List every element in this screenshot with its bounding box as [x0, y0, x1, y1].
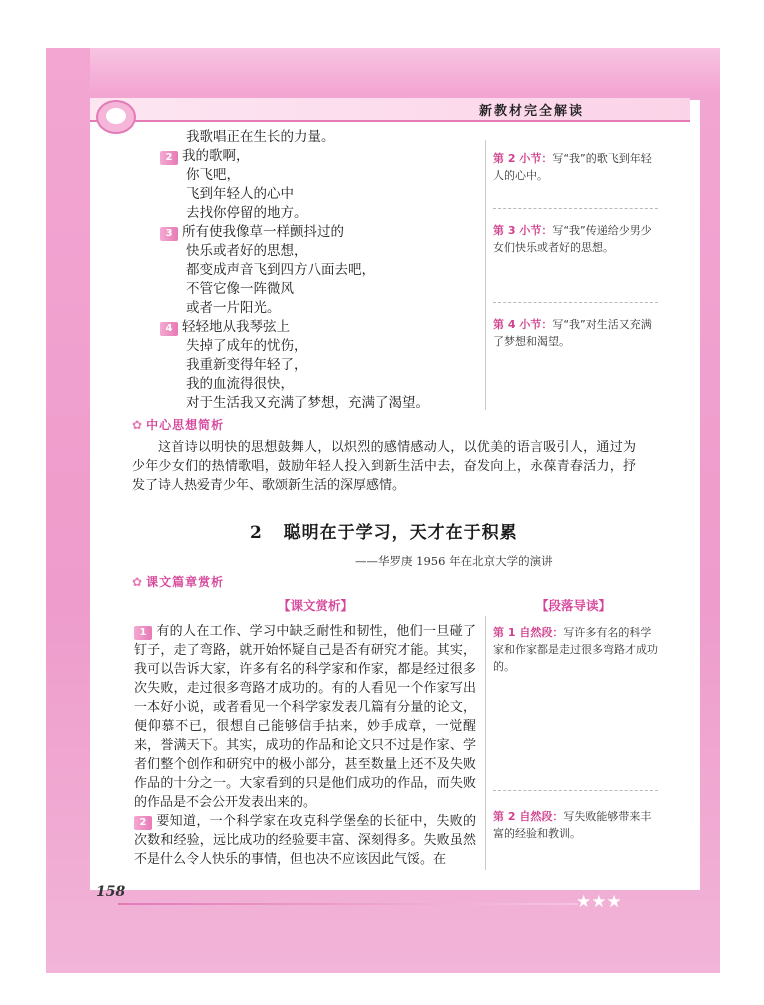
note-label: 第 4 小节：	[493, 318, 553, 331]
poem-line: 所有使我像草一样颤抖过的	[182, 224, 344, 240]
lesson-title	[250, 518, 518, 543]
poem-line: 飞到年轻人的心中	[186, 186, 294, 202]
section-tag-central-idea: ✿ 中心思想简析	[132, 418, 225, 432]
poem-line: 轻轻地从我琴弦上	[182, 319, 290, 335]
lesson-title-text: 聪明在于学习，天才在于积累	[283, 523, 518, 543]
margin-note	[493, 150, 658, 184]
poem-line: 去找你停留的地方。	[186, 205, 308, 221]
poem-line: 快乐或者好的思想，	[186, 243, 308, 259]
paragraph-text: 有的人在工作、学习中缺乏耐性和韧性，他们一旦碰了钉子，走了弯路，就开始怀疑自己是否有研究才能。其实，我可以告诉大家，许多有名的科学家和作家，都是经过很多次失败，走过很多弯路才成功的。有的人看见一个作家写出一本好小说，或者看见一个科学家发表几篇有分量的论文，便仰慕不已，很想自己能够信手拈来，妙手成章，一觉醒来，誉满天下。其实，成功的作品和论文只不过是作家、学者们整个创作和研究中的极小部分，甚至数量上还不及失败作品的十分之一。大家看到的只是他们成功的作品，而失败的作品是不会公开发表出来的。	[134, 624, 476, 810]
note-label: 第 2 自然段：	[493, 810, 564, 823]
note-label: 第 3 小节：	[493, 224, 553, 237]
stanza-number-badge: 4	[160, 322, 178, 336]
poem-line: 我歌唱正在生长的力量。	[186, 129, 335, 145]
column-head-guide: 【段落导读】	[536, 598, 612, 613]
book-title: 新教材完全解读	[478, 104, 584, 119]
header-bar	[90, 98, 690, 122]
lesson-number: 2	[250, 523, 263, 543]
paragraph-guide-note	[493, 624, 658, 675]
section-tag-appreciation: ✿ 课文篇章赏析	[132, 575, 225, 589]
column-divider	[485, 616, 486, 870]
page-border-top	[90, 48, 720, 92]
poem-line: 失掉了成年的忧伤，	[186, 338, 308, 354]
note-text: 写“我”对生活又充满了梦想和渴望。	[493, 318, 652, 348]
lesson-subtitle: ——华罗庚 1956 年在北京大学的演讲	[355, 554, 553, 568]
poem-line: 你飞吧，	[186, 167, 240, 183]
poem-line: 不管它像一阵微风	[186, 281, 294, 297]
poem-line: 我的血流得很快，	[186, 376, 294, 392]
mascot-logo-icon	[96, 100, 136, 134]
margin-note	[493, 316, 658, 350]
rating-stars-icon: ★★★	[576, 892, 622, 912]
paragraph-number-badge: 1	[134, 626, 152, 640]
note-separator	[493, 790, 658, 791]
stanza-number-badge: 3	[160, 227, 178, 241]
poem-line: 对于生活我又充满了梦想，充满了渴望。	[186, 395, 429, 411]
note-text: 写失败能够带来丰富的经验和教训。	[493, 810, 652, 840]
central-idea-paragraph: 这首诗以明快的思想鼓舞人，以炽烈的感情感动人，以优美的语言吸引人，通过为少年少女们的热情歌唱，鼓励年轻人投入到新生活中去，奋发向上，永葆青春活力，抒发了诗人热爱青少年、歌颂新生活的深厚感情。	[132, 440, 636, 493]
note-text: 写许多有名的科学家和作家都是走过很多弯路才成功的。	[493, 626, 658, 673]
note-label: 第 2 小节：	[493, 152, 553, 165]
poem-line: 都变成声音飞到四方八面去吧，	[186, 262, 375, 278]
poem	[160, 128, 490, 413]
flower-icon: ✿	[132, 575, 144, 589]
flower-icon: ✿	[132, 418, 144, 432]
poem-line: 或者一片阳光。	[186, 300, 281, 316]
note-label: 第 1 自然段：	[493, 626, 564, 639]
page-number: 158	[96, 884, 126, 900]
paragraph-guide-note	[493, 808, 658, 842]
note-text: 写“我”的歌飞到年轻人的心中。	[493, 152, 652, 182]
poem-line: 我重新变得年轻了，	[186, 357, 308, 373]
stanza-number-badge: 2	[160, 151, 178, 165]
paragraph-text: 要知道，一个科学家在攻克科学堡垒的长征中，失败的次数和经验，远比成功的经验要丰富、深刻得多。失败虽然不是什么令人快乐的事情，但也决不应该因此气馁。在	[134, 814, 476, 867]
note-separator	[493, 302, 658, 303]
column-head-analysis: 【课文赏析】	[278, 598, 354, 613]
note-text: 写“我”传递给少男少女们快乐或者好的思想。	[493, 224, 652, 254]
margin-note	[493, 222, 658, 256]
paragraph-number-badge: 2	[134, 816, 152, 830]
paragraph-1	[134, 622, 476, 812]
column-divider	[485, 140, 486, 410]
paragraph-2	[134, 812, 476, 869]
poem-line: 我的歌啊，	[182, 148, 250, 164]
footer-line	[118, 903, 578, 905]
note-separator	[493, 208, 658, 209]
